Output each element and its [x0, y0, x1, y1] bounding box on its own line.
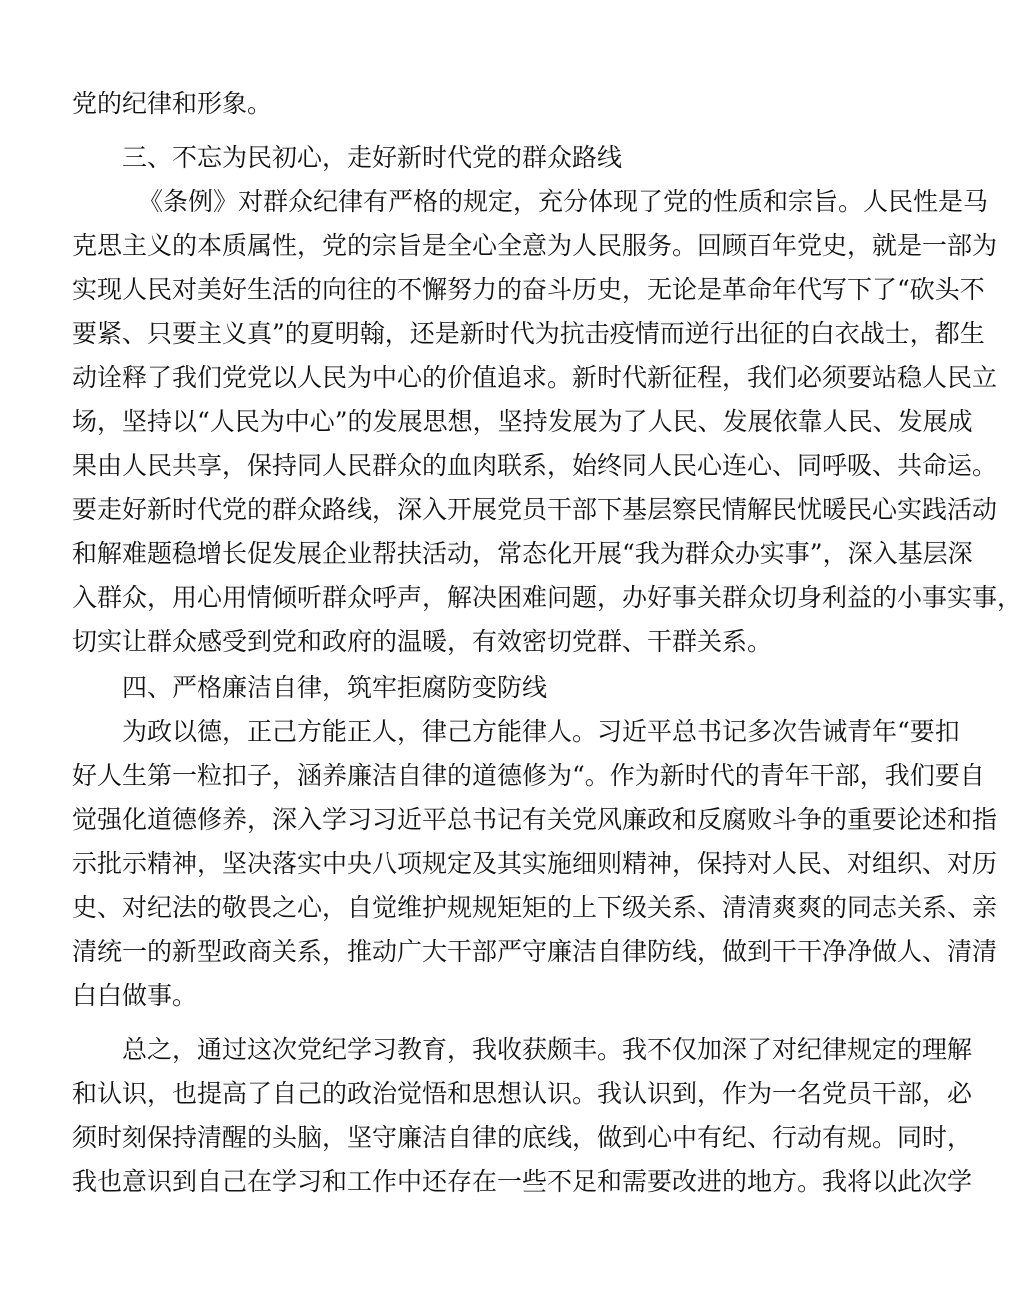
paragraph-line: 和认识，也提高了自己的政治觉悟和思想认识。我认识到，作为一名党员干部，必: [72, 1079, 973, 1108]
paragraph-line: 切实让群众感受到党和政府的温暖，有效密切党群、干群关系。: [72, 627, 773, 656]
paragraph-line: 白白做事。: [72, 981, 198, 1010]
paragraph-line: 动诠释了我们党党以人民为中心的价值追求。新时代新征程，我们必须要站稳人民立: [72, 363, 998, 392]
paragraph-line: 要走好新时代党的群众路线，深入开展党员干部下基层察民情解民忧暖民心实践活动: [72, 495, 998, 524]
paragraph-line: 场，坚持以“人民为中心”的发展思想，坚持发展为了人民、发展依靠人民、发展成: [72, 407, 973, 436]
paragraph-line: 和解难题稳增长促发展企业帮扶活动，常态化开展“我为群众办实事”，深入基层深: [72, 539, 973, 568]
paragraph-line: 入群众，用心用情倾听群众呼声，解决困难问题，办好事关群众切身利益的小事实事，: [72, 583, 1022, 612]
paragraph-line: 克思主义的本质属性，党的宗旨是全心全意为人民服务。回顾百年党史，就是一部为: [72, 231, 998, 260]
paragraph-line: 觉强化道德修养，深入学习习近平总书记有关党风廉政和反腐败斗争的重要论述和指: [72, 805, 998, 834]
paragraph-line: 果由人民共享，保持同人民群众的血肉联系，始终同人民心连心、同呼吸、共命运。: [72, 451, 998, 480]
paragraph-line: 史、对纪法的敬畏之心，自觉维护规规矩矩的上下级关系、清清爽爽的同志关系、亲: [72, 893, 998, 922]
paragraph-line: 我也意识到自己在学习和工作中还存在一些不足和需要改进的地方。我将以此次学: [72, 1167, 973, 1196]
paragraph-line: 实现人民对美好生活的向往的不懈努力的奋斗历史，无论是革命年代写下了“砍头不: [72, 275, 985, 304]
paragraph-line: 清统一的新型政商关系，推动广大干部严守廉洁自律防线，做到干干净净做人、清清: [72, 937, 998, 966]
paragraph-line: 须时刻保持清醒的头脑，坚守廉洁自律的底线，做到心中有纪、行动有规。同时，: [72, 1123, 973, 1152]
paragraph-line: 党的纪律和形象。: [72, 89, 273, 118]
paragraph-line: 要紧、只要主义真”的夏明翰，还是新时代为抗击疫情而逆行出征的白衣战士，都生: [72, 319, 985, 348]
paragraph-line: 好人生第一粒扣子，涵养廉洁自律的道德修为“。作为新时代的青年干部，我们要自: [72, 761, 985, 790]
paragraph-line: 《条例》对群众纪律有严格的规定，充分体现了党的性质和宗旨。人民性是马: [138, 187, 989, 216]
paragraph-line: 示批示精神，坚决落实中央八项规定及其实施细则精神，保持对人民、对组织、对历: [72, 849, 998, 878]
paragraph-line: 总之，通过这次党纪学习教育，我收获颇丰。我不仅加深了对纪律规定的理解: [122, 1035, 973, 1064]
section-heading: 四、严格廉洁自律，筑牢拒腐防变防线: [122, 673, 548, 702]
section-heading: 三、不忘为民初心，走好新时代党的群众路线: [122, 143, 623, 172]
paragraph-line: 为政以德，正己方能正人，律己方能律人。习近平总书记多次告诫青年“要扣: [122, 717, 960, 746]
